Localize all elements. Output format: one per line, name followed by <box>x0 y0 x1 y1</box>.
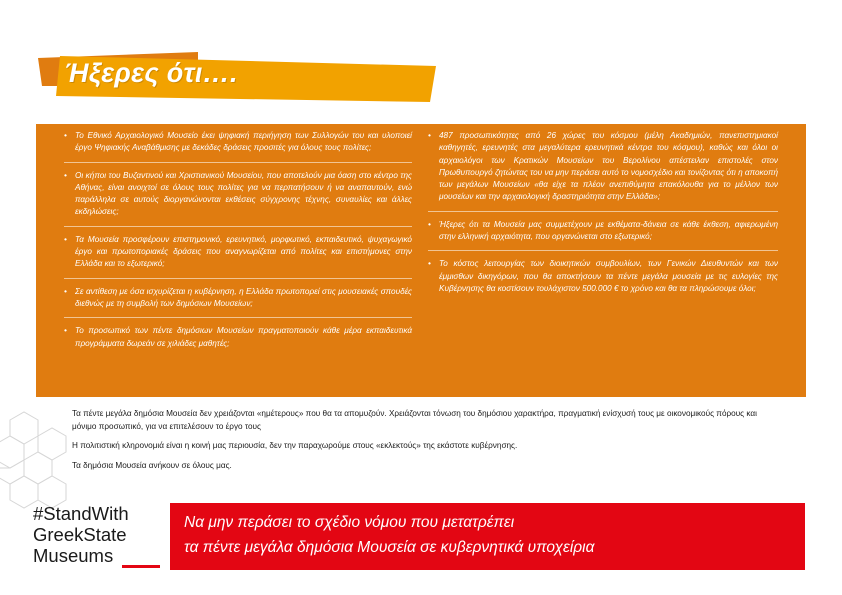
banner-line: τα πέντε μεγάλα δημόσια Μουσεία σε κυβερνητικά υποχείρια <box>184 539 595 556</box>
hashtag-line: #StandWith <box>33 503 129 524</box>
fact-item: • Το Εθνικό Αρχαιολογικό Μουσείο έκει ψηφιακή περιήγηση των Συλλογών του και υλοποιεί έργο Ψηφιακής Αναβάθμισης με δεκάδες δράσεις προσιτές για όλους τους πολίτες; <box>64 130 412 163</box>
page-title: Ήξερες ότι…. <box>64 58 238 88</box>
banner-line: Να μην περάσει το σχέδιο νόμου που μετατρέπει <box>184 514 515 531</box>
hashtag-underline <box>122 565 160 568</box>
hashtag-line: GreekState <box>33 524 127 545</box>
body-paragraph: Τα δημόσια Μουσεία ανήκουν σε όλους μας. <box>72 460 232 470</box>
fact-item: • Τα Μουσεία προσφέρουν επιστημονικό, ερευνητικό, μορφωτικό, εκπαιδευτικό, ψυχαγωγικό έργο και πρωτοποριακές δράσεις που αναγνωρίζεται από πολίτες και επιστήμονες στην Ελλάδα και το εξωτερικό; <box>64 234 412 279</box>
fact-item: • Οι κήποι του Βυζαντινού και Χριστιανικού Μουσείου, που αποτελούν μια όαση στο κέντρο της Αθήνας, είναι ανοιχτοί σε όλους τους πολίτες για να περπατήσουν ή να αναπαυτούν, ενώ παράλληλα σε αυτούς διοργανώνονται εκθέσεις σύγχρονης τέχνης, συναυλίες και άλλες εκδηλώσεις; <box>64 170 412 227</box>
fact-item: • 487 προσωπικότητες από 26 χώρες του κόσμου (μέλη Ακαδημιών, πανεπιστημιακοί καθηγητές, ερευνητές στα μεγαλύτερα ερευνητικά κέντρα του κόσμου), καθώς και όλοι οι αρχαιολόγοι των Κρατικών Μουσείων του Βερολίνου απέστειλαν επιστολές στον Πρωθυπουργό ζητώντας του να μην περάσει αυτό το νομοσχέδιο και τονίζοντας ότι η αποκοπή των μεγάλων Μουσείων «θα είχε τα πλέον ανεπιθύμητα επακόλουθα για το μέλλον των μουσείων και την αρχαιολογική δραστηριότητα στην Ελλάδα»; <box>428 130 778 212</box>
facts-left-column <box>64 130 412 364</box>
body-paragraph: Τα πέντε μεγάλα δημόσια Μουσεία δεν χρειάζονται «ημέτερους» που θα τα απομυζούν. Χρειάζονται τόνωση του δημόσιου χαρακτήρα, πραγματική ενίσχυσή τους με οικονομικούς πόρους και μόνιμο προσωπικό, για να επιτελέσουν το έργο τους <box>72 409 757 431</box>
hashtag-logo <box>33 503 129 566</box>
facts-right-column <box>428 130 778 309</box>
body-paragraph: Η πολιτιστική κληρονομιά είναι η κοινή μας περιουσία, δεν την παραχωρούμε στους «εκλεκτούς» της εκάστοτε κυβέρνησης. <box>72 441 518 450</box>
hashtag-line: Museums <box>33 545 114 566</box>
body-text <box>72 408 778 479</box>
fact-item: • Ήξερες ότι τα Μουσεία μας συμμετέχουν με εκθέματα-δάνεια σε κάθε έκθεση, αφιερωμένη στην ελληνική αρχαιότητα, που οργανώνεται στο εξωτερικό; <box>428 219 778 252</box>
fact-item: • Σε αντίθεση με όσα ισχυρίζεται η κυβέρνηση, η Ελλάδα πρωτοπορεί στις μουσειακές σπουδές διεθνώς με τη συμβολή των δημόσιων Μουσείων; <box>64 286 412 319</box>
call-to-action-banner <box>170 503 805 570</box>
fact-item: • Το κόστος λειτουργίας των διοικητικών συμβουλίων, των Γενικών Διευθυντών και των έμμισθων δικηγόρων, που θα αποκτήσουν τα πέντε μεγάλα μουσεία με τις ευλογίες της Κυβέρνησης θα κοστίσουν τουλάχιστον 500.000 € το χρόνο και θα τα πληρώσουμε όλοι; <box>428 258 778 302</box>
fact-item: • Το προσωπικό των πέντε δημόσιων Μουσείων πραγματοποιούν κάθε μέρα εκπαιδευτικά προγράμματα δωρεάν σε χιλιάδες μαθητές; <box>64 325 412 357</box>
